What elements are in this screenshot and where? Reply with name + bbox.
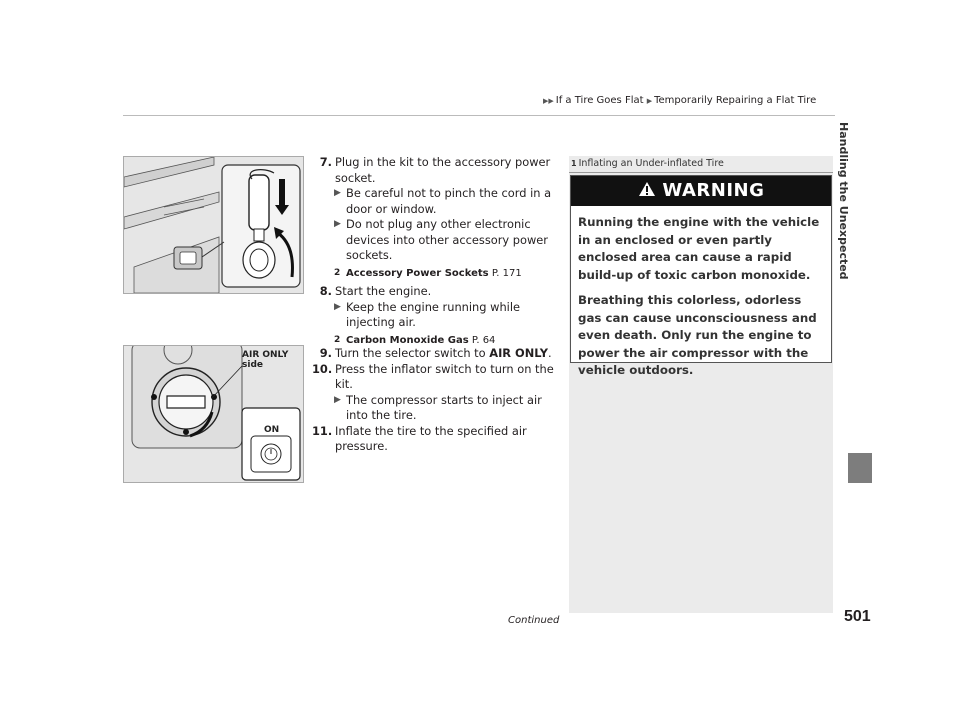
- plug-in-illustration: [123, 156, 304, 294]
- chapter-marker-block: [848, 453, 872, 483]
- step-9: [312, 346, 562, 362]
- step-text-end: .: [548, 346, 552, 360]
- sidebar-note-panel: [569, 156, 833, 613]
- step-10-sub-1: [312, 393, 562, 424]
- continued-label: Continued: [508, 615, 560, 626]
- breadcrumb: [543, 95, 816, 106]
- double-arrow-icon: ▶▶: [543, 97, 554, 105]
- chapter-side-tab[interactable]: [837, 110, 863, 470]
- sub-text: Be careful not to pinch the cord in a door or window.: [346, 186, 552, 216]
- warning-box: [570, 175, 832, 377]
- step-number: 8.: [319, 284, 332, 298]
- triangle-bullet-icon: ▶: [334, 301, 341, 312]
- sub-text: Do not plug any other electronic devices into other accessory power sockets.: [346, 217, 548, 262]
- sidebar-title: [571, 158, 724, 169]
- step-number: 7.: [319, 155, 332, 169]
- reference-page: P. 171: [491, 267, 522, 279]
- reference-title[interactable]: Carbon Monoxide Gas: [346, 334, 469, 346]
- triangle-bullet-icon: ▶: [334, 188, 341, 198]
- warning-body: [578, 214, 828, 388]
- on-label: ON: [264, 425, 280, 435]
- air-only-label-line2: side: [242, 360, 263, 370]
- steps-group-b: [312, 346, 562, 455]
- warning-label: WARNING: [662, 180, 765, 201]
- air-only-label: [242, 350, 288, 370]
- arrow-icon: ▶: [646, 97, 653, 105]
- step-10: [312, 362, 562, 393]
- page-number: 501: [844, 608, 871, 625]
- warning-paragraph-2: Breathing this colorless, odorless gas can cause unconsciousness and even death. Only run the engine to power the air compressor with the vehicle outdoors.: [578, 293, 817, 377]
- step-8: [312, 284, 562, 300]
- step-text: Start the engine.: [335, 284, 432, 298]
- warning-triangle-icon: [638, 180, 663, 201]
- step-text: Press the inflator switch to turn on the kit.: [335, 361, 554, 391]
- sidebar-title-divider: [569, 172, 833, 173]
- sidebar-title-text: Inflating an Under-inflated Tire: [578, 158, 724, 169]
- step-number: 11.: [312, 423, 333, 438]
- reference-icon: 2: [334, 334, 341, 345]
- step-11: [312, 424, 562, 455]
- note-marker-icon: 1: [571, 159, 577, 168]
- warning-header: [571, 176, 831, 206]
- air-only-label-line1: AIR ONLY: [242, 350, 289, 360]
- triangle-bullet-icon: ▶: [334, 219, 341, 229]
- chapter-side-tab-label: Handling the Unexpected: [837, 122, 850, 280]
- step-text: Inflate the tire to the specified air pressure.: [335, 423, 527, 453]
- step-7-sub-2: [312, 217, 562, 264]
- step-number: 10.: [312, 361, 333, 376]
- steps-group-a: [312, 155, 562, 351]
- step-number: 9.: [319, 346, 332, 360]
- sub-text: The compressor starts to inject air into the tire.: [346, 392, 542, 422]
- header-divider: [123, 115, 835, 116]
- step-text: Plug in the kit to the accessory power socket.: [335, 155, 551, 185]
- step-7-sub-1: [312, 186, 562, 217]
- reference-icon: 2: [334, 267, 341, 278]
- breadcrumb-level2[interactable]: Temporarily Repairing a Flat Tire: [654, 95, 817, 106]
- reference-page: P. 64: [471, 334, 496, 346]
- selector-switch-illustration: [123, 345, 304, 483]
- triangle-bullet-icon: ▶: [334, 394, 341, 405]
- step-8-sub-1: [312, 300, 562, 331]
- step-7: [312, 155, 562, 186]
- reference-title[interactable]: Accessory Power Sockets: [346, 267, 489, 279]
- warning-paragraph-1: Running the engine with the vehicle in an enclosed or even partly enclosed area can cause a rapid build-up of toxic carbon monoxide.: [578, 215, 820, 282]
- step-text-bold: AIR ONLY: [489, 346, 548, 360]
- breadcrumb-level1[interactable]: If a Tire Goes Flat: [555, 95, 644, 106]
- step-text: Turn the selector switch to: [335, 346, 490, 360]
- sub-text: Keep the engine running while injecting air.: [346, 299, 521, 329]
- step-7-reference[interactable]: [312, 266, 562, 282]
